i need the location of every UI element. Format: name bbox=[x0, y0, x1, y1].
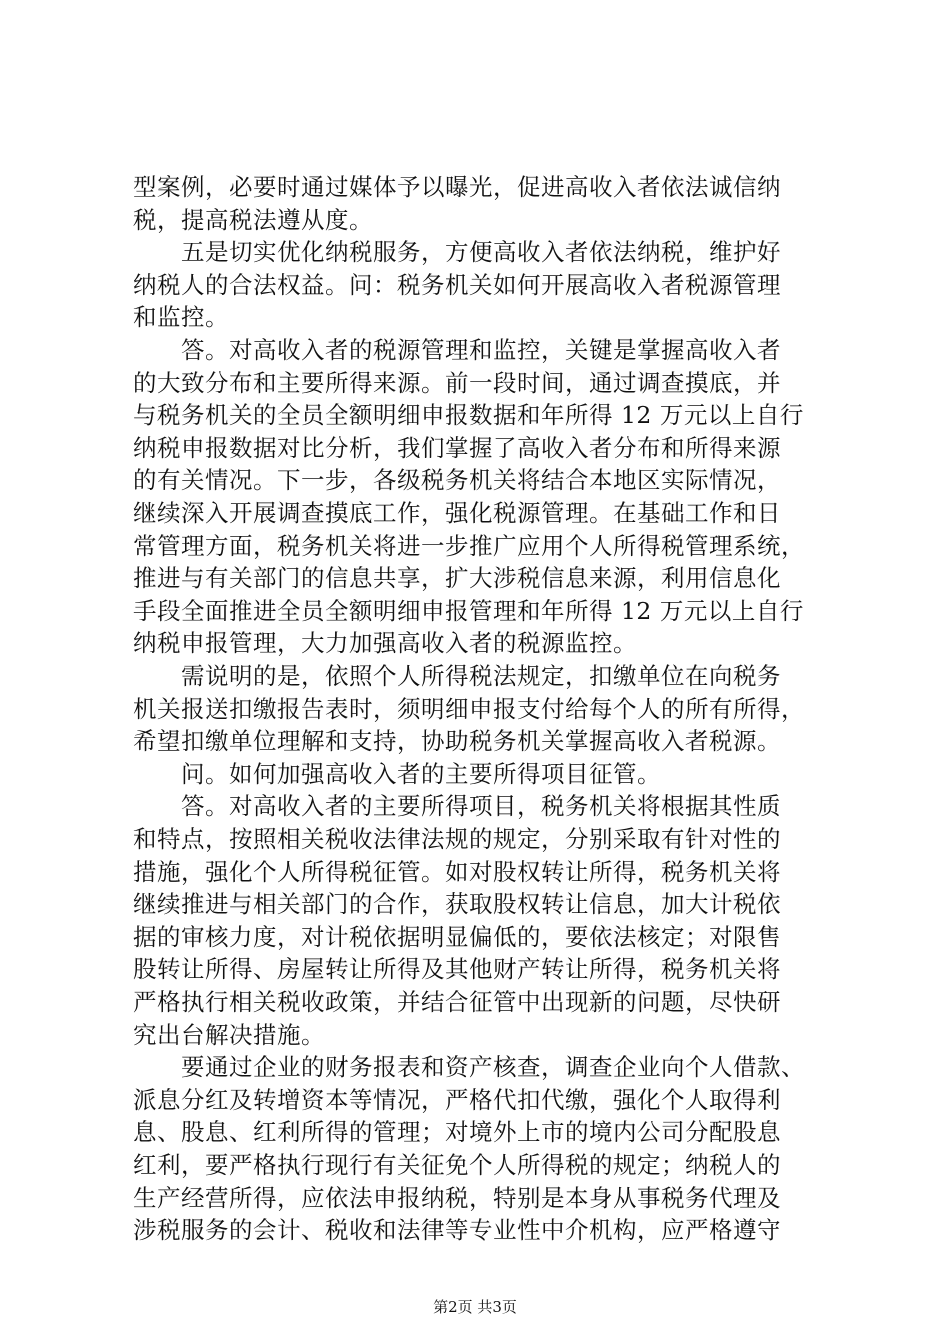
text-line: 和特点，按照相关税收法律法规的规定，分别采取有针对性的 bbox=[133, 825, 781, 853]
text-line: 息、股息、红利所得的管理；对境外上市的境内公司分配股息 bbox=[133, 1118, 781, 1147]
text-line: 生产经营所得，应依法申报纳税，特别是本身从事税务代理及 bbox=[133, 1183, 781, 1212]
text-line: 股转让所得、房屋转让所得及其他财产转让所得，税务机关将 bbox=[133, 955, 781, 984]
text-line: 希望扣缴单位理解和支持，协助税务机关掌握高收入者税源。 bbox=[133, 727, 781, 756]
text-line: 型案例，必要时通过媒体予以曝光，促进高收入者依法诚信纳 bbox=[133, 173, 781, 201]
text-line: 机关报送扣缴报告表时，须明细申报支付给每个人的所有所得， bbox=[133, 694, 805, 723]
text-line: 措施，强化个人所得税征管。如对股权转让所得，税务机关将 bbox=[133, 857, 781, 886]
text-line: 要通过企业的财务报表和资产核查，调查企业向个人借款、 bbox=[133, 1053, 805, 1082]
text-line: 派息分红及转增资本等情况，严格代扣代缴，强化个人取得利 bbox=[133, 1085, 781, 1114]
text-line: 的有关情况。下一步，各级税务机关将结合本地区实际情况， bbox=[133, 466, 781, 495]
text-line: 和监控。 bbox=[133, 303, 229, 332]
text-line: 纳税申报数据对比分析，我们掌握了高收入者分布和所得来源 bbox=[133, 433, 781, 462]
text-line: 与税务机关的全员全额明细申报数据和年所得 12 万元以上自行 bbox=[133, 401, 804, 430]
text-line: 据的审核力度，对计税依据明显偏低的，要依法核定；对限售 bbox=[133, 922, 781, 951]
text-line: 需说明的是，依照个人所得税法规定，扣缴单位在向税务 bbox=[133, 662, 781, 690]
text-line: 五是切实优化纳税服务，方便高收入者依法纳税，维护好 bbox=[133, 238, 781, 267]
text-line: 问。如何加强高收入者的主要所得项目征管。 bbox=[133, 759, 661, 788]
text-line: 答。对高收入者的税源管理和监控，关键是掌握高收入者 bbox=[133, 336, 781, 364]
text-line: 继续深入开展调查摸底工作，强化税源管理。在基础工作和日 bbox=[133, 499, 781, 527]
text-line: 答。对高收入者的主要所得项目，税务机关将根据其性质 bbox=[133, 792, 781, 821]
text-line: 红利，要严格执行现行有关征免个人所得税的规定；纳税人的 bbox=[133, 1151, 781, 1179]
text-line: 手段全面推进全员全额明细申报管理和年所得 12 万元以上自行 bbox=[133, 596, 804, 625]
page-footer: 第2页 共3页 bbox=[433, 1298, 517, 1316]
text-line: 常管理方面，税务机关将进一步推广应用个人所得税管理系统， bbox=[133, 531, 805, 560]
text-line: 推进与有关部门的信息共享，扩大涉税信息来源，利用信息化 bbox=[133, 564, 781, 593]
text-line: 严格执行相关税收政策，并结合征管中出现新的问题，尽快研 bbox=[133, 988, 781, 1016]
text-line: 纳税申报管理，大力加强高收入者的税源监控。 bbox=[133, 629, 637, 658]
text-line: 的大致分布和主要所得来源。前一段时间，通过调查摸底，并 bbox=[133, 368, 781, 397]
text-line: 纳税人的合法权益。问：税务机关如何开展高收入者税源管理 bbox=[133, 270, 781, 299]
text-line: 继续推进与相关部门的合作，获取股权转让信息，加大计税依 bbox=[133, 890, 781, 919]
text-line: 究出台解决措施。 bbox=[133, 1020, 325, 1049]
text-line: 涉税服务的会计、税收和法律等专业性中介机构，应严格遵守 bbox=[133, 1216, 781, 1245]
text-line: 税，提高税法遵从度。 bbox=[133, 205, 373, 234]
